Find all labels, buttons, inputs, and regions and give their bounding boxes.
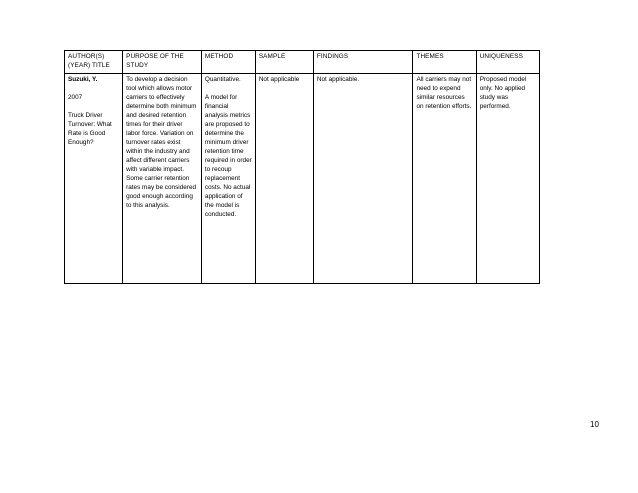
header-purpose: PURPOSE OF THE STUDY	[123, 51, 202, 74]
header-sample: SAMPLE	[255, 51, 313, 74]
purpose-text: To develop a decision tool which allows motor carriers to effectively determine both minimum and desired retention times for their driver labor force. Variation on turnover rates exist within the industry and affect different carriers with variable impact. Some carrier retention rates may be considered good enough according to this analysis.	[126, 76, 197, 209]
cell-purpose	[123, 74, 202, 284]
table-header-row	[65, 51, 540, 74]
cell-author	[65, 74, 123, 284]
table-row	[65, 74, 540, 284]
method-type: Quantitative.	[204, 76, 241, 83]
cell-sample	[255, 74, 313, 284]
themes-text: All carriers may not need to expend similar resources on retention efforts.	[416, 76, 472, 110]
findings-text: Not applicable.	[316, 76, 360, 83]
header-findings: FINDINGS	[313, 51, 413, 74]
cell-findings	[313, 74, 413, 284]
publication-year: 2007	[68, 94, 83, 101]
header-themes: THEMES	[413, 51, 476, 74]
study-title: Truck Driver Turnover: What Rate is Good Enough?	[68, 112, 112, 146]
header-uniqueness: UNIQUENESS	[476, 51, 539, 74]
author-name: Suzuki, Y.	[68, 76, 98, 83]
page-number: 10	[590, 420, 599, 429]
sample-text: Not applicable	[258, 76, 300, 83]
cell-uniqueness	[476, 74, 539, 284]
cell-method	[201, 74, 255, 284]
uniqueness-text: Proposed model only. No applied study was performed.	[479, 76, 527, 110]
header-method: METHOD	[201, 51, 255, 74]
method-description: A model for financial analysis metrics are proposed to determine the minimum driver retention time required in order to recoup replacement costs. No actual application of the model is conducted.	[204, 94, 252, 218]
literature-review-table	[64, 50, 540, 284]
cell-themes	[413, 74, 476, 284]
header-author: AUTHOR(S) (YEAR) TITLE	[65, 51, 123, 74]
